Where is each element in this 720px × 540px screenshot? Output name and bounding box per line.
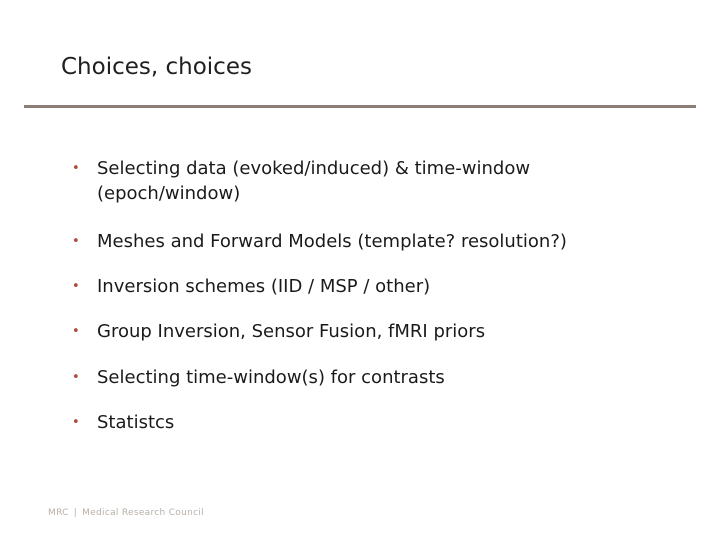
bullet-icon: • — [72, 279, 80, 294]
bullet-text-line2: (epoch/window) — [97, 183, 241, 204]
bullet-icon: • — [72, 161, 80, 176]
bullet-item-inversion-schemes — [72, 274, 672, 299]
bullet-text: Group Inversion, Sensor Fusion, fMRI priors — [97, 321, 486, 342]
bullet-icon: • — [72, 234, 80, 249]
bullet-text: Statistcs — [97, 412, 175, 433]
slide-title: Choices, choices — [61, 54, 252, 80]
logo-abbrev: MRC — [48, 508, 69, 518]
bullet-text: Meshes and Forward Models (template? resolution?) — [97, 231, 567, 252]
bullet-icon: • — [72, 415, 80, 430]
logo-separator: | — [73, 508, 78, 518]
bullet-text: Inversion schemes (IID / MSP / other) — [97, 276, 431, 297]
title-divider — [24, 105, 696, 108]
bullet-icon: • — [72, 324, 80, 339]
bullet-item-group-inversion — [72, 319, 672, 344]
mrc-logo — [48, 508, 204, 518]
logo-org-name: Medical Research Council — [82, 508, 204, 518]
bullet-text: Selecting time-window(s) for contrasts — [97, 367, 445, 388]
bullet-item-selecting-data — [72, 156, 672, 206]
bullet-text-line1: Selecting data (evoked/induced) & time-window — [97, 158, 531, 179]
bullet-item-statistics — [72, 410, 672, 435]
bullet-icon: • — [72, 370, 80, 385]
bullet-item-meshes — [72, 229, 672, 254]
bullet-item-time-window — [72, 365, 672, 390]
